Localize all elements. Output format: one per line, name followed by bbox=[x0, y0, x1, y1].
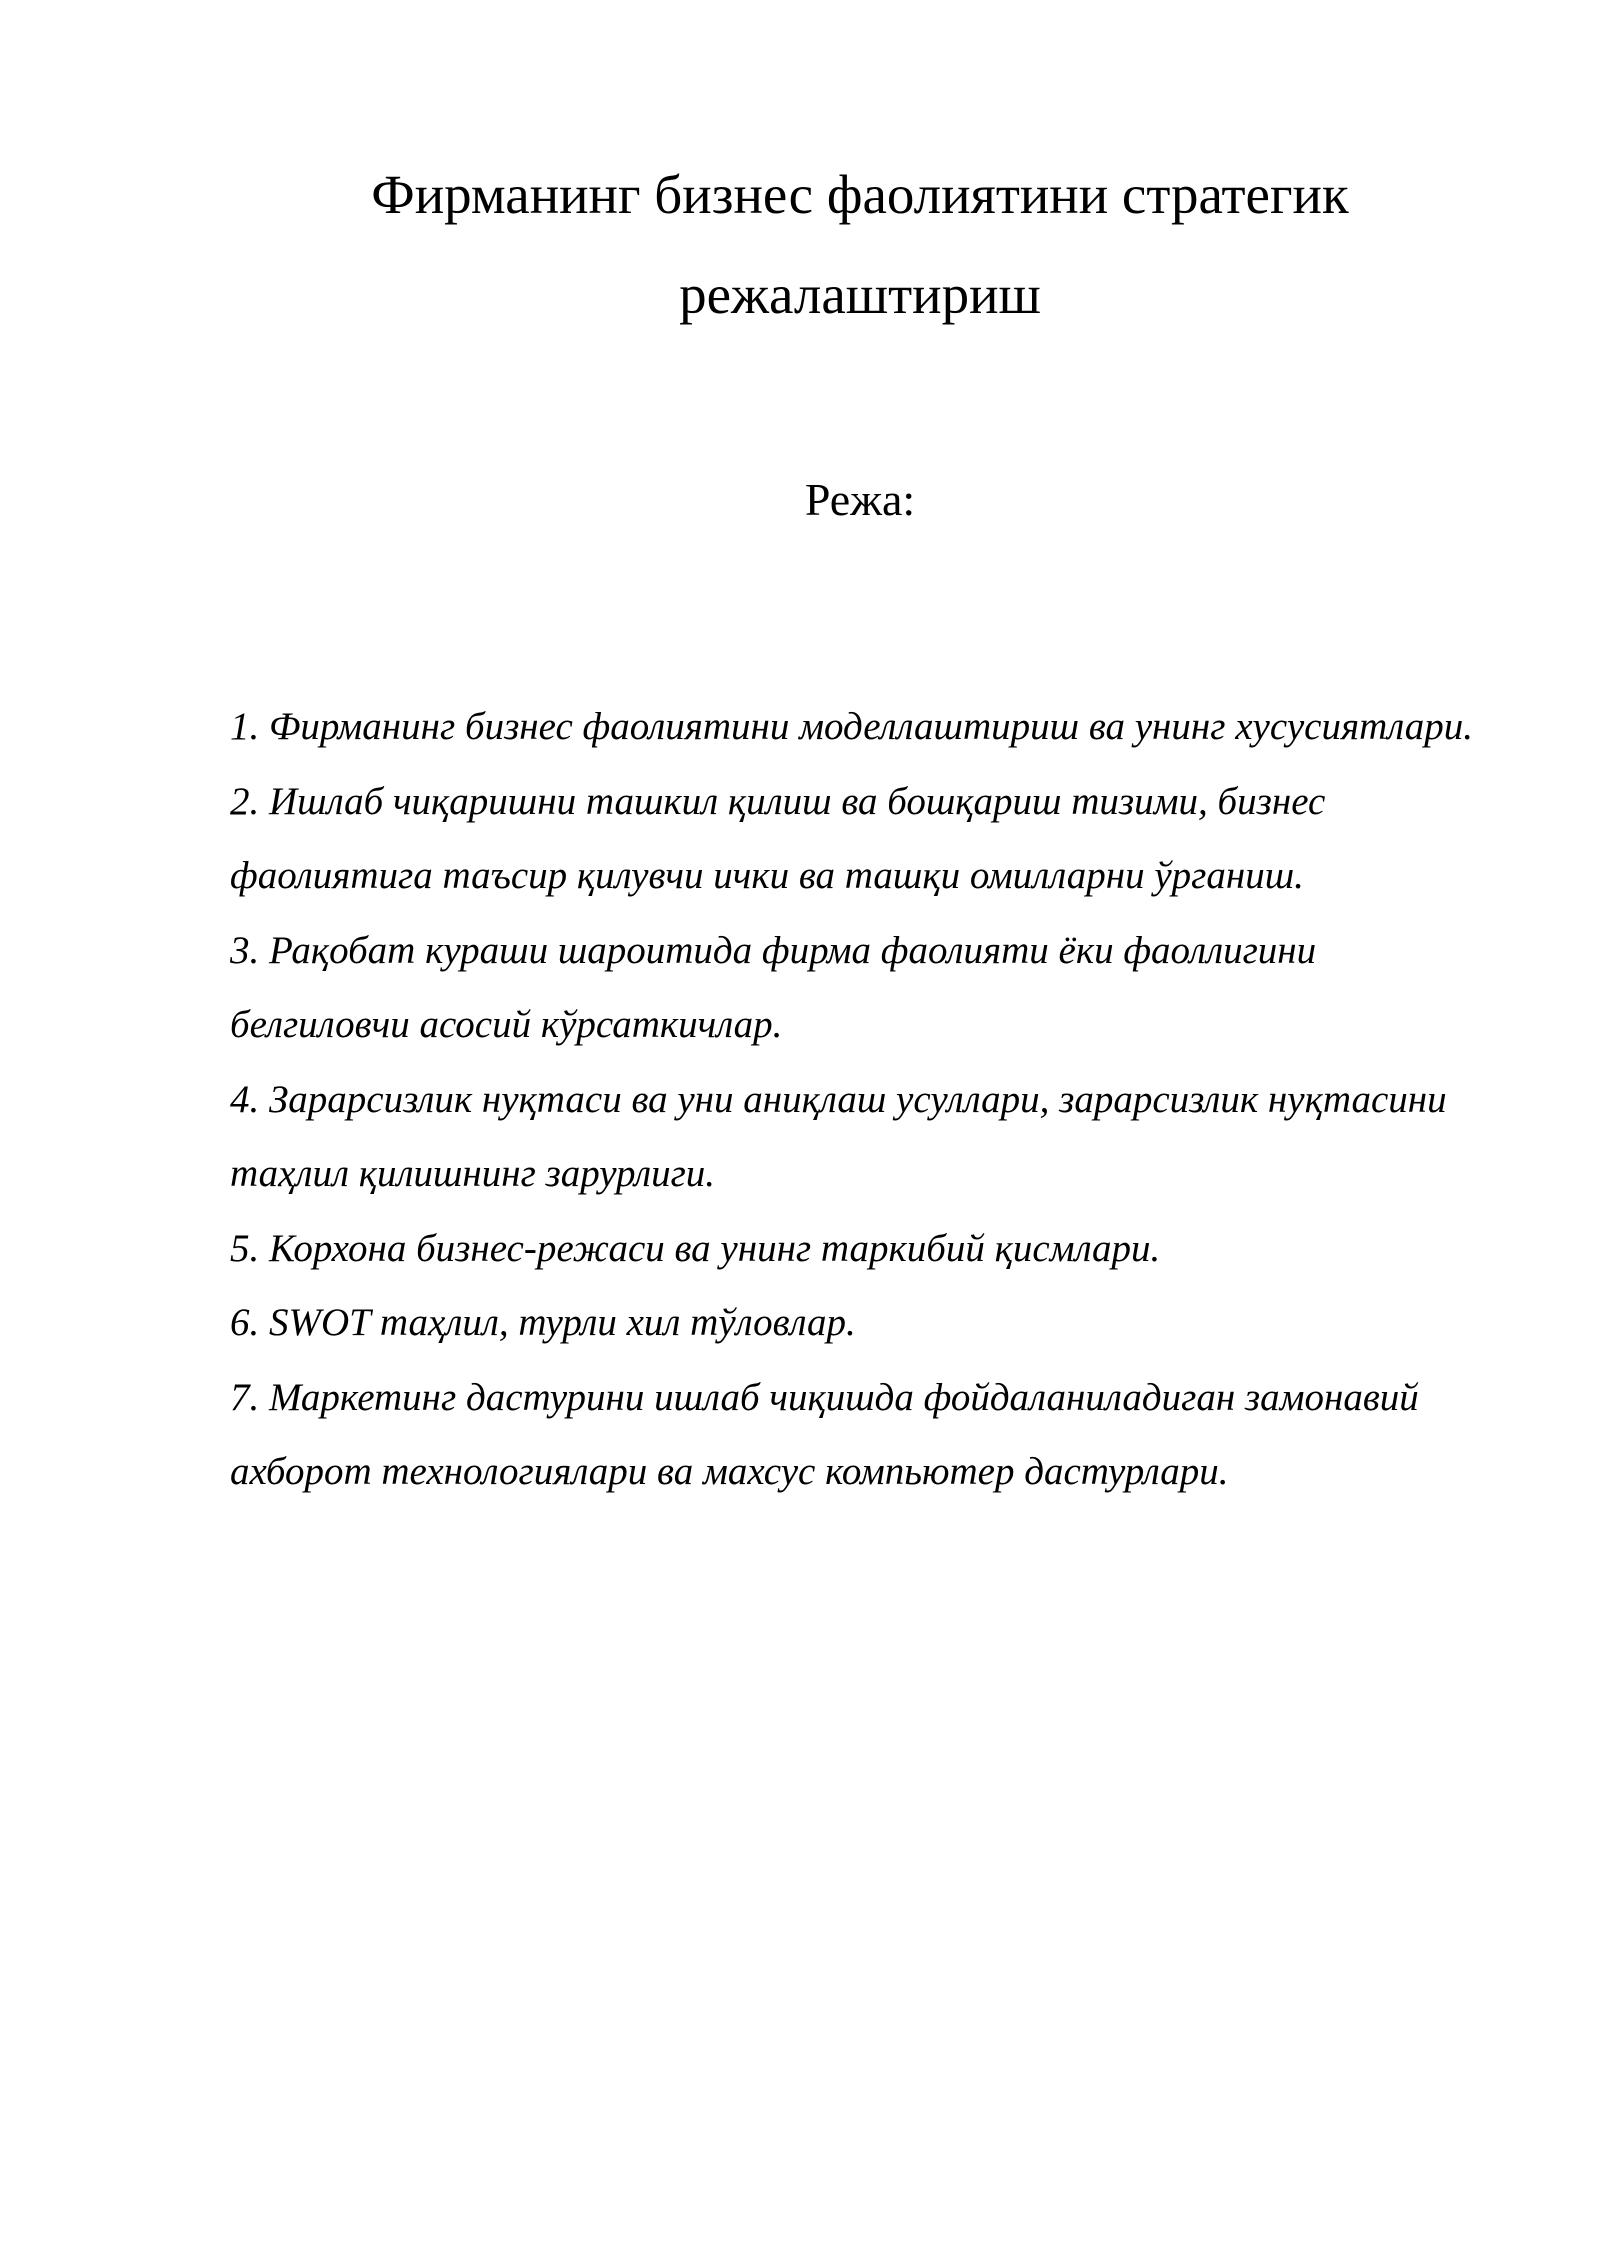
plan-item-3: 3. Рақобат кураши шароитида фирма фаолияти ёки фаоллигини белгиловчи асосий кўрсаткичлар. bbox=[230, 928, 1317, 1046]
document-title-line-1: Фирманинг бизнес фаолиятини стратегик bbox=[371, 164, 1349, 225]
plan-item-7: 7. Маркетинг дастурини ишлаб чиқишда фойдаланиладиган замонавий ахборот технологиялари ва махсус компьютер дастурлари. bbox=[230, 1375, 1419, 1493]
plan-item-5: 5. Корхона бизнес-режаси ва унинг таркибий қисмлари. bbox=[230, 1226, 1161, 1270]
plan-item-2: 2. Ишлаб чиқаришни ташкил қилиш ва бошқариш тизими, бизнес фаолиятига таъсир қилувчи ички ва ташқи омилларни ўрганиш. bbox=[230, 779, 1326, 897]
plan-list bbox=[230, 690, 1500, 1510]
plan-item-6: 6. SWOT таҳлил, турли хил тўловлар. bbox=[230, 1301, 856, 1344]
plan-item-1: 1. Фирманинг бизнес фаолиятини моделлаштириш ва унинг хусусиятлари. bbox=[230, 705, 1474, 748]
plan-item-4: 4. Зарарсизлик нуқтаси ва уни аниқлаш усуллари, зарарсизлик нуқтасини таҳлил қилишнинг зарурлиги. bbox=[230, 1077, 1447, 1195]
document-title bbox=[230, 145, 1490, 345]
document-title-line-2: режалаштириш bbox=[679, 264, 1041, 325]
plan-heading: Режа: bbox=[804, 474, 916, 525]
